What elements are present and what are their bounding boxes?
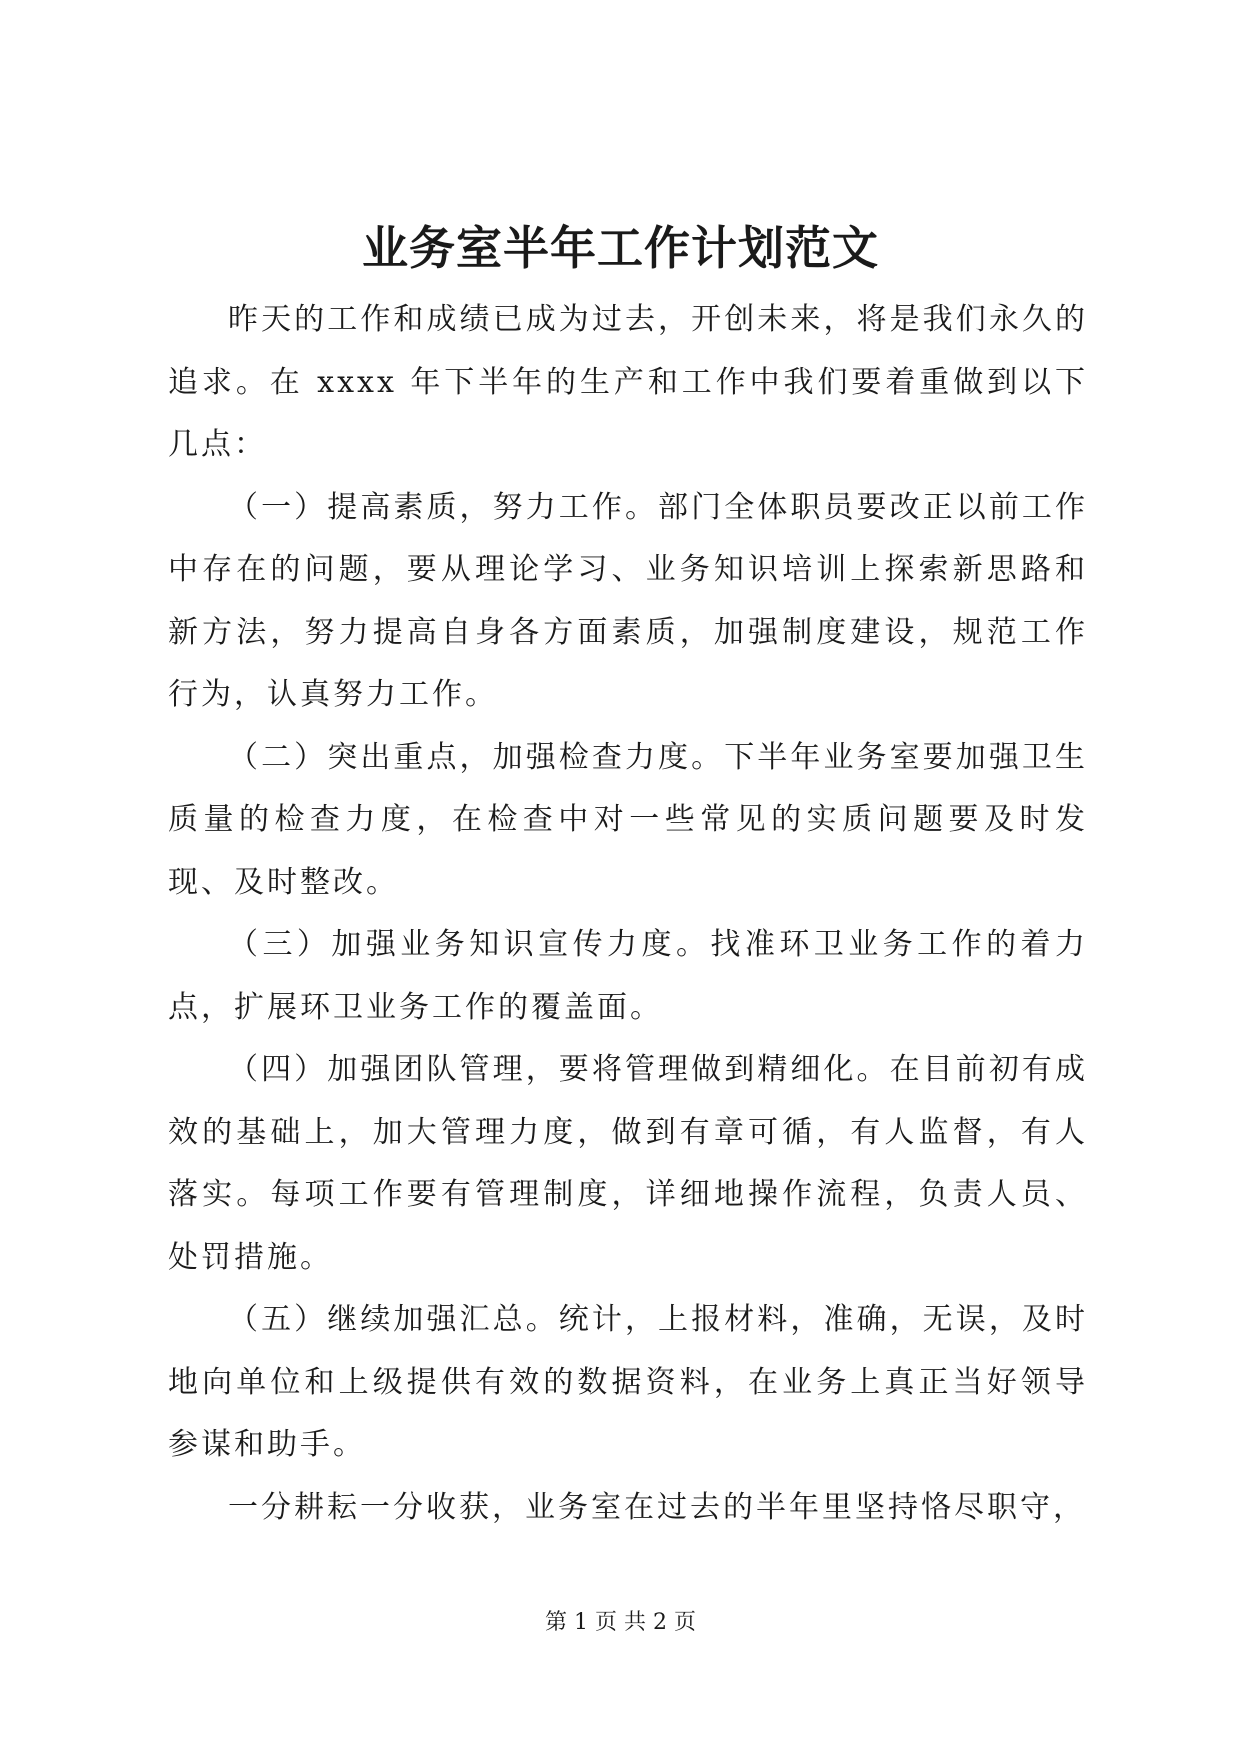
paragraph-item-3: （三）加强业务知识宣传力度。找准环卫业务工作的着力点，扩展环卫业务工作的覆盖面。 — [168, 927, 1088, 1025]
paragraph-item-5: （五）继续加强汇总。统计，上报材料，准确，无误，及时地向单位和上级提供有效的数据资料，在业务上真正当好领导参谋和助手。 — [168, 1302, 1088, 1462]
paragraph-closing: 一分耕耘一分收获，业务室在过去的半年里坚持恪尽职守， — [228, 1489, 1086, 1525]
document-title: 业务室半年工作计划范文 — [362, 221, 879, 275]
paragraph-intro: 昨天的工作和成绩已成为过去，开创未来，将是我们永久的追求。在 xxxx 年下半年的生产和工作中我们要着重做到以下几点： — [168, 302, 1088, 462]
document-body — [168, 289, 1088, 1539]
paragraph-item-4: （四）加强团队管理，要将管理做到精细化。在目前初有成效的基础上，加大管理力度，做到有章可循，有人监督，有人落实。每项工作要有管理制度，详细地操作流程，负责人员、处罚措施。 — [168, 1052, 1088, 1275]
paragraph-item-1: （一）提高素质，努力工作。部门全体职员要改正以前工作中存在的问题，要从理论学习、业务知识培训上探索新思路和新方法，努力提高自身各方面素质，加强制度建设，规范工作行为，认真努力工作。 — [168, 489, 1088, 712]
paragraph-item-2: （二）突出重点，加强检查力度。下半年业务室要加强卫生质量的检查力度，在检查中对一些常见的实质问题要及时发现、及时整改。 — [168, 739, 1088, 900]
page-number-footer: 第 1 页 共 2 页 — [545, 1610, 696, 1635]
